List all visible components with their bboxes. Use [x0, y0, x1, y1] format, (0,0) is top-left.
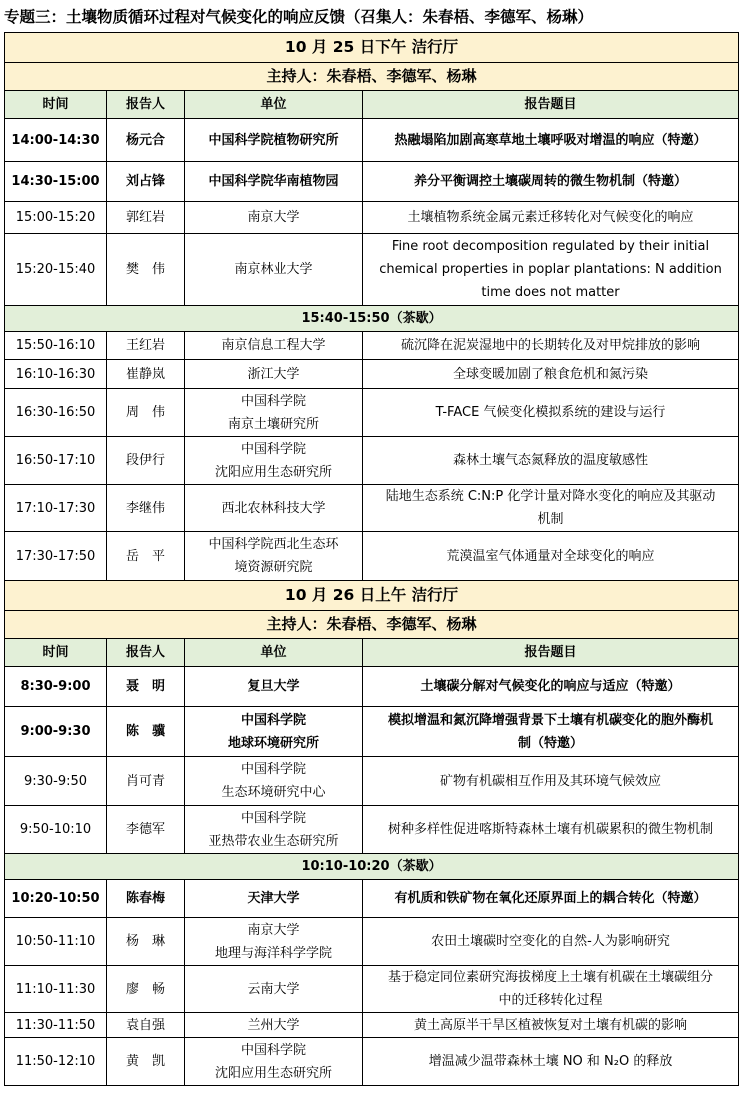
time-cell: 10:20-10:50 — [5, 880, 107, 918]
speaker-cell: 黄 凯 — [107, 1038, 185, 1086]
speaker-cell: 陈 骥 — [107, 707, 185, 757]
time-cell: 16:30-16:50 — [5, 389, 107, 437]
time-cell: 15:50-16:10 — [5, 332, 107, 360]
time-cell: 14:00-14:30 — [5, 119, 107, 162]
topic-cell-line: 全球变暖加剧了粮食危机和氮污染 — [453, 366, 649, 382]
unit-cell — [185, 966, 363, 1013]
topic-cell-line: 荒漠温室气体通量对全球变化的响应 — [446, 548, 655, 564]
table-row — [5, 966, 739, 1013]
topic-cell-line: 制（特邀） — [518, 735, 584, 751]
unit-cell-line: 兰州大学 — [247, 1017, 300, 1033]
unit-cell — [185, 202, 363, 234]
speaker-cell: 李德军 — [107, 806, 185, 854]
speaker-cell: 周 伟 — [107, 389, 185, 437]
table-row — [5, 389, 739, 437]
unit-cell-line: 地球环境研究所 — [227, 735, 319, 751]
break-row — [5, 306, 739, 332]
unit-cell — [185, 757, 363, 806]
session-title: 10 月 25 日下午 洁行厅 — [5, 33, 739, 63]
topic-cell-line: 陆地生态系统 C:N:P 化学计量对降水变化的响应及其驱动 — [385, 489, 716, 504]
table-row — [5, 360, 739, 389]
table-row — [5, 806, 739, 854]
session-row — [5, 581, 739, 611]
topic-cell — [363, 880, 739, 918]
topic-cell — [363, 119, 739, 162]
unit-cell-line: 南京大学 — [247, 210, 300, 225]
speaker-cell: 杨元合 — [107, 119, 185, 162]
session-title: 10 月 26 日上午 洁行厅 — [5, 581, 739, 611]
header-unit: 单位 — [185, 639, 363, 667]
speaker-cell: 段伊行 — [107, 437, 185, 485]
unit-cell-line: 浙江大学 — [247, 366, 300, 382]
topic-cell — [363, 389, 739, 437]
time-cell: 16:10-16:30 — [5, 360, 107, 389]
schedule-table — [4, 32, 739, 1086]
speaker-cell: 杨 琳 — [107, 918, 185, 966]
unit-cell-line: 中国科学院 — [240, 762, 306, 777]
unit-cell-line: 中国科学院西北生态环 — [208, 537, 339, 552]
time-cell: 15:00-15:20 — [5, 202, 107, 234]
unit-cell — [185, 162, 363, 202]
unit-cell — [185, 806, 363, 854]
table-row — [5, 332, 739, 360]
table-row — [5, 1038, 739, 1086]
unit-cell-line: 南京信息工程大学 — [221, 338, 326, 353]
topic-cell — [363, 234, 739, 306]
speaker-cell: 李继伟 — [107, 485, 185, 532]
unit-cell — [185, 332, 363, 360]
unit-cell — [185, 918, 363, 966]
topic-cell — [363, 485, 739, 532]
unit-cell-line: 中国科学院 — [240, 810, 306, 826]
topic-cell-line: 土壤植物系统金属元素迁移转化对气候变化的响应 — [407, 210, 694, 225]
speaker-cell: 郭红岩 — [107, 202, 185, 234]
topic-cell-line: 黄土高原半干旱区植被恢复对土壤有机碳的影响 — [414, 1017, 688, 1033]
table-row — [5, 532, 739, 581]
topic-cell-line: 机制 — [537, 512, 564, 527]
topic-cell-line: T-FACE 气候变化模拟系统的建设与运行 — [435, 405, 666, 420]
unit-cell-line: 西北农林科技大学 — [221, 500, 326, 516]
unit-cell-line: 中国科学院 — [240, 1042, 306, 1058]
unit-cell-line: 中国科学院 — [240, 441, 306, 457]
time-cell: 14:30-15:00 — [5, 162, 107, 202]
header-topic: 报告题目 — [363, 91, 739, 119]
table-row — [5, 757, 739, 806]
header-time: 时间 — [5, 639, 107, 667]
topic-cell — [363, 1038, 739, 1086]
unit-cell — [185, 119, 363, 162]
topic-cell — [363, 918, 739, 966]
topic-cell-line: chemical properties in poplar plantations: N addition — [379, 262, 722, 277]
topic-cell-line: 矿物有机碳相互作用及其环境气候效应 — [440, 773, 662, 789]
column-header-row — [5, 91, 739, 119]
time-cell: 8:30-9:00 — [5, 667, 107, 707]
unit-cell-line: 中国科学院 — [240, 712, 306, 728]
topic-cell — [363, 966, 739, 1013]
topic-cell-line: 基于稳定同位素研究海拔梯度上土壤有机碳在土壤碳组分 — [388, 970, 714, 985]
topic-cell-line: 中的迁移转化过程 — [498, 993, 603, 1008]
unit-cell-line: 地理与海洋科学学院 — [214, 945, 332, 961]
table-row — [5, 119, 739, 162]
topic-cell — [363, 202, 739, 234]
header-unit: 单位 — [185, 91, 363, 119]
time-cell: 11:50-12:10 — [5, 1038, 107, 1086]
tea-break: 10:10-10:20（茶歇） — [5, 854, 739, 880]
topic-cell — [363, 757, 739, 806]
unit-cell-line: 南京土壤研究所 — [227, 416, 319, 432]
topic-cell-line: 养分平衡调控土壤碳周转的微生物机制（特邀） — [414, 174, 688, 189]
unit-cell — [185, 485, 363, 532]
page-title: 专题三：土壤物质循环过程对气候变化的响应反馈（召集人：朱春梧、李德军、杨琳） — [4, 8, 594, 26]
topic-cell-line: 树种多样性促进喀斯特森林土壤有机碳累积的微生物机制 — [388, 822, 714, 837]
session-row — [5, 33, 739, 63]
speaker-cell: 樊 伟 — [107, 234, 185, 306]
speaker-cell: 刘占锋 — [107, 162, 185, 202]
unit-cell — [185, 360, 363, 389]
time-cell: 11:10-11:30 — [5, 966, 107, 1013]
speaker-cell: 肖可青 — [107, 757, 185, 806]
time-cell: 9:30-9:50 — [5, 757, 107, 806]
host-row — [5, 63, 739, 91]
time-cell: 11:30-11:50 — [5, 1013, 107, 1038]
time-cell: 17:30-17:50 — [5, 532, 107, 581]
unit-cell-line: 境资源研究院 — [234, 560, 313, 575]
header-time: 时间 — [5, 91, 107, 119]
topic-cell-line: 硫沉降在泥炭湿地中的长期转化及对甲烷排放的影响 — [401, 338, 701, 353]
unit-cell-line: 中国科学院 — [240, 393, 306, 409]
topic-cell — [363, 532, 739, 581]
unit-cell — [185, 234, 363, 306]
unit-cell — [185, 1013, 363, 1038]
table-row — [5, 880, 739, 918]
speaker-cell: 崔静岚 — [107, 360, 185, 389]
unit-cell — [185, 389, 363, 437]
topic-cell — [363, 332, 739, 360]
topic-cell — [363, 1013, 739, 1038]
topic-cell-line: Fine root decomposition regulated by their initial — [391, 239, 710, 254]
topic-cell — [363, 162, 739, 202]
table-row — [5, 918, 739, 966]
unit-cell — [185, 667, 363, 707]
host-row — [5, 611, 739, 639]
unit-cell-line: 复旦大学 — [247, 679, 300, 694]
topic-cell-line: 热融塌陷加剧高寒草地土壤呼吸对增温的响应（特邀） — [394, 132, 707, 148]
break-row — [5, 854, 739, 880]
table-row — [5, 1013, 739, 1038]
time-cell: 10:50-11:10 — [5, 918, 107, 966]
time-cell: 15:20-15:40 — [5, 234, 107, 306]
unit-cell-line: 南京林业大学 — [234, 262, 313, 277]
unit-cell-line: 亚热带农业生态研究所 — [208, 833, 339, 849]
session-host: 主持人：朱春梧、李德军、杨琳 — [5, 611, 739, 639]
speaker-cell: 廖 畅 — [107, 966, 185, 1013]
topic-cell-line: time does not matter — [481, 285, 620, 300]
header-topic: 报告题目 — [363, 639, 739, 667]
unit-cell — [185, 1038, 363, 1086]
time-cell: 9:00-9:30 — [5, 707, 107, 757]
topic-cell-line: 农田土壤碳时空变化的自然-人为影响研究 — [431, 934, 670, 949]
speaker-cell: 岳 平 — [107, 532, 185, 581]
unit-cell-line: 中国科学院植物研究所 — [208, 132, 339, 148]
speaker-cell: 王红岩 — [107, 332, 185, 360]
unit-cell — [185, 437, 363, 485]
table-row — [5, 202, 739, 234]
table-row — [5, 667, 739, 707]
topic-cell — [363, 707, 739, 757]
unit-cell-line: 南京大学 — [247, 922, 300, 938]
session-host: 主持人：朱春梧、李德军、杨琳 — [5, 63, 739, 91]
unit-cell — [185, 707, 363, 757]
topic-cell-line: 增温减少温带森林土壤 NO 和 N₂O 的释放 — [428, 1054, 673, 1069]
speaker-cell: 陈春梅 — [107, 880, 185, 918]
unit-cell — [185, 880, 363, 918]
topic-cell — [363, 437, 739, 485]
unit-cell-line: 中国科学院华南植物园 — [208, 174, 339, 189]
unit-cell-line: 生态环境研究中心 — [221, 785, 326, 800]
unit-cell-line: 天津大学 — [247, 891, 300, 906]
topic-cell-line: 模拟增温和氮沉降增强背景下土壤有机碳变化的胞外酶机 — [388, 712, 714, 728]
speaker-cell: 袁自强 — [107, 1013, 185, 1038]
header-speaker: 报告人 — [107, 91, 185, 119]
column-header-row — [5, 639, 739, 667]
topic-cell — [363, 360, 739, 389]
time-cell: 17:10-17:30 — [5, 485, 107, 532]
topic-cell-line: 土壤碳分解对气候变化的响应与适应（特邀） — [420, 679, 681, 694]
unit-cell-line: 沈阳应用生态研究所 — [214, 464, 332, 480]
unit-cell-line: 云南大学 — [247, 981, 300, 997]
time-cell: 9:50-10:10 — [5, 806, 107, 854]
table-row — [5, 485, 739, 532]
topic-cell — [363, 667, 739, 707]
topic-cell-line: 有机质和铁矿物在氧化还原界面上的耦合转化（特邀） — [394, 891, 707, 906]
topic-cell-line: 森林土壤气态氮释放的温度敏感性 — [453, 453, 649, 468]
header-speaker: 报告人 — [107, 639, 185, 667]
table-row — [5, 437, 739, 485]
unit-cell-line: 沈阳应用生态研究所 — [214, 1065, 332, 1081]
tea-break: 15:40-15:50（茶歇） — [5, 306, 739, 332]
time-cell: 16:50-17:10 — [5, 437, 107, 485]
table-row — [5, 234, 739, 306]
table-row — [5, 162, 739, 202]
table-row — [5, 707, 739, 757]
topic-cell — [363, 806, 739, 854]
speaker-cell: 聂 明 — [107, 667, 185, 707]
unit-cell — [185, 532, 363, 581]
